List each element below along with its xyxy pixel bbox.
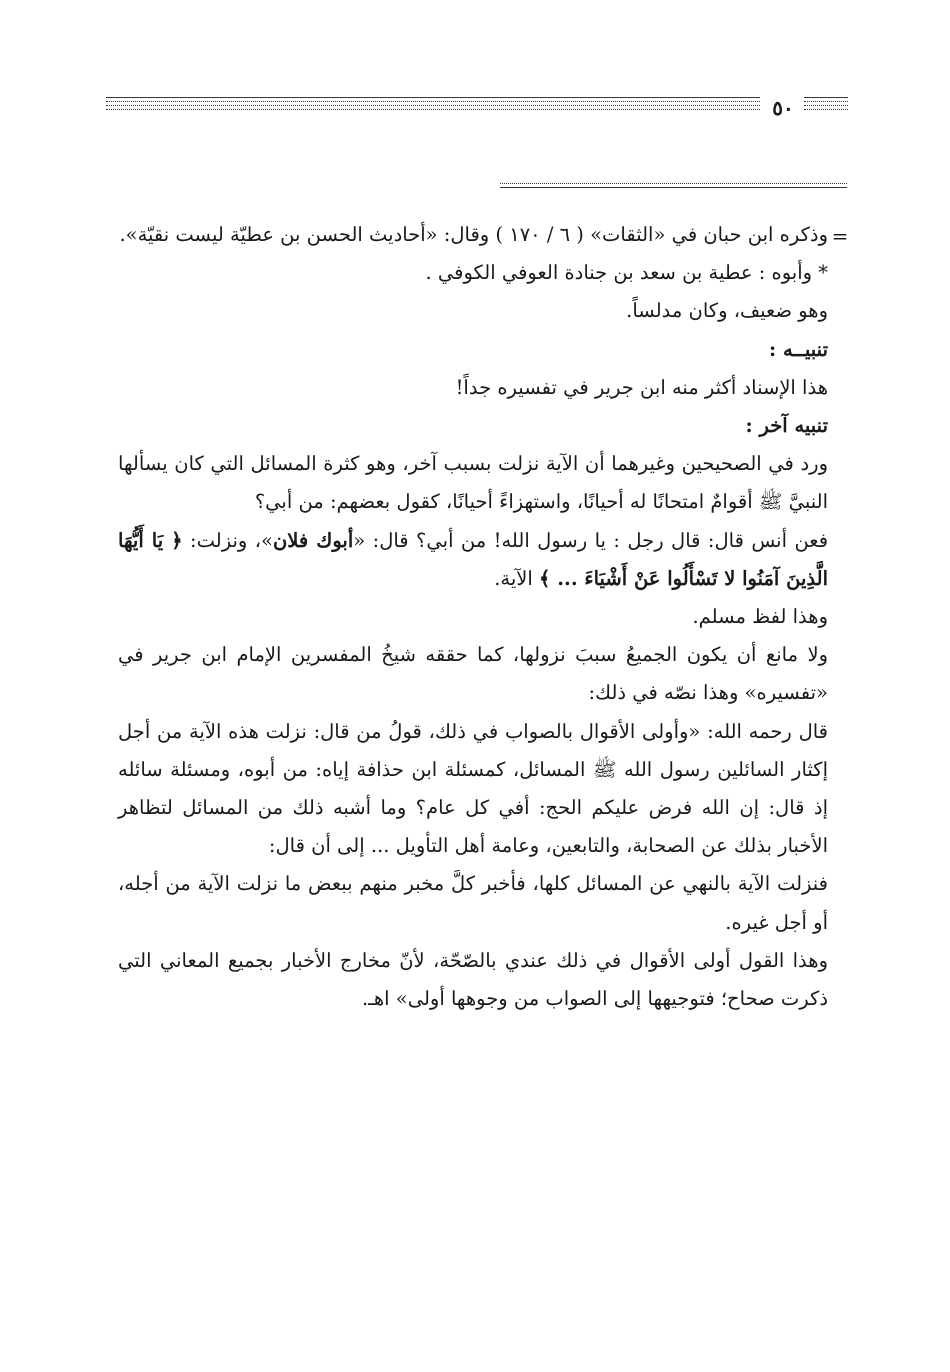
footnote-text (118, 216, 828, 1018)
heading-note: تنبيــه : (769, 337, 828, 361)
heading-another-note: تنبيه آخر : (745, 414, 828, 438)
quran-verse: ﴿ يَا أَيُّهَا الَّذِينَ آمَنُوا لا تَسْأَلُوا عَنْ أَشْيَاءَ ... ﴾ (118, 528, 828, 590)
paragraph-anas (118, 522, 828, 598)
header-rule (106, 97, 760, 119)
paragraph-revealed: فنزلت الآية بالنهي عن المسائل كلها، فأخبر كلَّ مخبر منهم ببعض ما نزلت الآية من أجله، أو أجل غيره. (118, 872, 828, 934)
verse-tail: الآية. (494, 566, 540, 590)
anas-text: فعن أنس قال: قال رجل : يا رسول الله! من أبي؟ قال: « (353, 528, 829, 552)
paragraph-isnad: هذا الإسناد أكثر منه ابن جرير في تفسيره جداً! (455, 375, 828, 399)
anas-text-end: »، ونزلت: (190, 528, 273, 552)
paragraph-sahihain: ورد في الصحيحين وغيرهما أن الآية نزلت بسبب آخر، وهو كثرة المسائل التي كان يسألها النبيَّ ﷺ أقوامٌ امتحانًا له أحيانًا، واستهزاءً أحيانًا، كقول بعضهم: من أبي؟ (118, 452, 828, 514)
header-rule-short (804, 97, 848, 119)
paragraph-ibn-jarir: ولا مانع أن يكون الجميعُ سببَ نزولها، كما حققه شيخُ المفسرين الإمام ابن جرير في «تفسيره» وهذا نصّه في ذلك: (118, 643, 828, 705)
continuation-mark: = (831, 224, 849, 248)
page-number: ٥٠ (772, 96, 794, 120)
paragraph-thiqat: وذكره ابن حبان في «الثقات» ( ٦ / ١٧٠ ) وقال: «أحاديث الحسن بن عطيّة ليست نقيّة». (119, 223, 828, 246)
paragraph-quote: قال رحمه الله: «وأولى الأقوال بالصواب في ذلك، قولُ من قال: نزلت هذه الآية من أجل إكثار السائلين رسول الله ﷺ المسائل، كمسئلة ابن حذافة إياه: من أبوه، ومسئلة سائله إذ قال: إن الله فرض عليكم الحج: أفي كل عام؟ وما أشبه ذلك من المسائل لتظاهر الأخبار بذلك عن الصحابة، والتابعين، وعامة أهل التأويل ... إلى أن قال: (118, 719, 828, 858)
paragraph-father: * وأبوه : عطية بن سعد بن جنادة العوفي الكوفي . (425, 261, 828, 285)
paragraph-weak: وهو ضعيف، وكان مدلساً. (626, 299, 828, 323)
anas-quote: أبوك فلان (272, 528, 354, 552)
paragraph-muslim: وهذا لفظ مسلم. (692, 605, 828, 629)
footnote-separator (500, 183, 847, 191)
paragraph-conclusion: وهذا القول أولى الأقوال في ذلك عندي بالصّحّة، لأنّ مخارج الأخبار بجميع المعاني التي ذكرت صحاح؛ فتوجيهها إلى الصواب من وجوهها أولى» اهـ. (118, 948, 828, 1011)
